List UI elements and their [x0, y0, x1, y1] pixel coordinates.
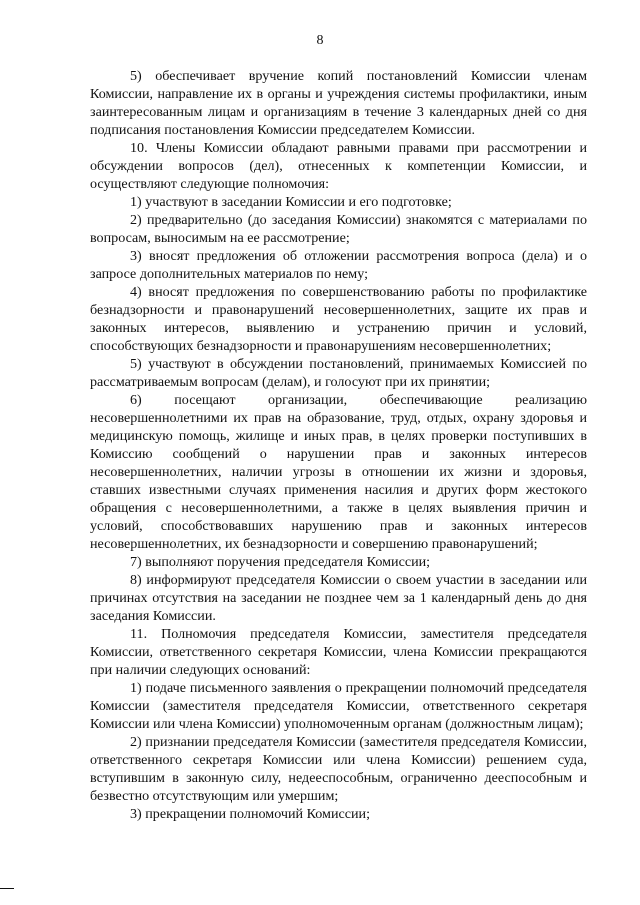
paragraph-item-3-termination: 3) прекращении полномочий Комиссии; [130, 806, 371, 822]
paragraph-item-1-termination: 1) подаче письменного заявления о прекращении полномочий председателя Комиссии (заместителя председателя Комиссии, ответственного секретаря Комиссии или члена Комиссии) уполномоченным органам (должностным лицам); [90, 680, 587, 732]
paragraph-item-3: 3) вносят предложения об отложении рассмотрения вопроса (дела) и о запросе дополнительных материалов по нему; [90, 248, 587, 282]
paragraph-item-4: 4) вносят предложения по совершенствованию работы по профилактике безнадзорности и правонарушений несовершеннолетних, защите их прав и законных интересов, выявлению и устранению причин и условий, способствующих безнадзорности и правонарушениям несовершеннолетних; [90, 284, 587, 354]
paragraph-item-2-termination: 2) признании председателя Комиссии (заместителя председателя Комиссии, ответственного секретаря Комиссии или члена Комиссии) решением суда, вступившим в законную силу, недееспособным, ограниченно дееспособным и безвестно отсутствующим или умершим; [90, 734, 587, 804]
document-body [90, 67, 587, 823]
paragraph-item-1: 1) участвуют в заседании Комиссии и его подготовке; [130, 194, 452, 210]
paragraph-section-11: 11. Полномочия председателя Комиссии, заместителя председателя Комиссии, ответственного секретаря Комиссии, члена Комиссии прекращаются при наличии следующих оснований: [90, 626, 587, 678]
paragraph-item-7: 7) выполняют поручения председателя Комиссии; [130, 554, 431, 570]
page-number: 8 [316, 33, 324, 48]
paragraph-section-10: 10. Члены Комиссии обладают равными правами при рассмотрении и обсуждении вопросов (дел), отнесенных к компетенции Комиссии, и осуществляют следующие полномочия: [90, 140, 587, 192]
paragraph-item-5: 5) участвуют в обсуждении постановлений, принимаемых Комиссией по рассматриваемым вопросам (делам), и голосуют при их принятии; [90, 356, 587, 390]
margin-mark [0, 888, 14, 889]
paragraph-item-2: 2) предварительно (до заседания Комиссии) знакомятся с материалами по вопросам, выносимым на ее рассмотрение; [90, 212, 587, 246]
paragraph-item-5-duties: 5) обеспечивает вручение копий постановлений Комиссии членам Комиссии, направление их в органы и учреждения системы профилактики, иным заинтересованным лицам и организациям в течение 3 календарных дней со дня подписания постановления Комиссии председателем Комиссии. [90, 68, 587, 138]
paragraph-item-8: 8) информируют председателя Комиссии о своем участии в заседании или причинах отсутствия на заседании не позднее чем за 1 календарный день до дня заседания Комиссии. [90, 572, 587, 624]
paragraph-item-6: 6) посещают организации, обеспечивающие реализацию несовершеннолетними их прав на образование, труд, отдых, охрану здоровья и медицинскую помощь, жилище и иных прав, в целях проверки поступивших в Комиссию сообщений о нарушении прав и законных интересов несовершеннолетних, наличии угрозы в отношении их жизни и здоровья, ставших известными случаях применения насилия и других форм жестокого обращения с несовершеннолетними, а также в целях выявления причин и условий, способствовавших нарушению прав и законных интересов несовершеннолетних, их безнадзорности и совершению правонарушений; [90, 392, 587, 552]
